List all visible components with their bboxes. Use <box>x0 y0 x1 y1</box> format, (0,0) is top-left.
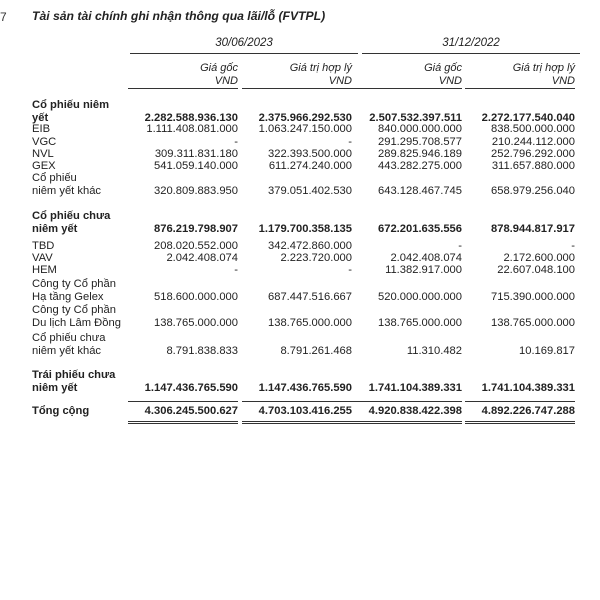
cell-value: - <box>348 136 352 148</box>
cell-value: 2.223.720.000 <box>280 252 352 264</box>
cell-value: 8.791.838.833 <box>166 344 238 357</box>
cell-value: 1.741.104.389.331 <box>481 381 575 394</box>
cell-value: 520.000.000.000 <box>378 290 462 303</box>
row-label <box>32 252 142 265</box>
row-label <box>32 369 142 394</box>
column-header-rule <box>242 88 352 89</box>
row-label-line: Công ty Cổ phần <box>32 304 116 316</box>
period-underline-2023 <box>130 53 358 54</box>
row-label-line: niêm yết <box>32 381 78 394</box>
row-label-line: niêm yết <box>32 222 78 235</box>
row-label-line: GEX <box>32 160 56 172</box>
cell-value: 838.500.000.000 <box>491 123 575 135</box>
row-label-line: TBD <box>32 240 55 252</box>
row-label-line: Trái phiếu chưa <box>32 369 116 381</box>
cell-value: 2.375.966.292.530 <box>258 111 352 124</box>
cell-value: 687.447.516.667 <box>268 290 352 303</box>
row-label-line: Hạ tầng Gelex <box>32 290 104 303</box>
row-label-line: EIB <box>32 123 51 135</box>
column-header-rule <box>465 88 575 89</box>
cell-value: 2.282.588.936.130 <box>144 111 238 124</box>
cell-value: 22.607.048.100 <box>497 264 575 276</box>
row-label-line: Cổ phiếu <box>32 172 77 184</box>
cell-value: 291.295.708.577 <box>378 136 462 148</box>
row-label-line: Công ty Cổ phần <box>32 278 116 290</box>
cell-value: 840.000.000.000 <box>378 123 462 135</box>
cell-value: 208.020.552.000 <box>154 240 238 252</box>
cell-value: 715.390.000.000 <box>491 290 575 303</box>
cell-value: 1.063.247.150.000 <box>258 123 352 135</box>
period-underline-2022 <box>362 53 580 54</box>
total-value: 4.920.838.422.398 <box>368 405 462 417</box>
cell-value: - <box>234 136 238 148</box>
cell-value: 2.042.408.074 <box>390 252 462 264</box>
row-label <box>32 99 142 124</box>
row-label-line: Du lịch Lâm Đồng <box>32 316 121 329</box>
cell-value: 2.172.600.000 <box>503 252 575 264</box>
row-label-line: NVL <box>32 148 54 160</box>
column-header <box>242 62 352 88</box>
row-label-line: niêm yết khác <box>32 184 102 197</box>
cell-value: 8.791.261.468 <box>280 344 352 357</box>
total-value: 4.306.245.500.627 <box>144 405 238 417</box>
cell-value: 2.272.177.540.040 <box>481 111 575 124</box>
row-label-line: VAV <box>32 252 53 264</box>
row-label <box>32 240 142 253</box>
total-value: 4.892.226.747.288 <box>481 405 575 417</box>
cell-value: 1.179.700.358.135 <box>258 222 352 235</box>
cell-value: - <box>571 240 575 252</box>
row-label-line: niêm yết khác <box>32 344 102 357</box>
cell-value: 1.741.104.389.331 <box>368 381 462 394</box>
cell-value: 379.051.402.530 <box>268 184 352 197</box>
cell-value: 2.042.408.074 <box>166 252 238 264</box>
cell-value: 138.765.000.000 <box>378 316 462 329</box>
total-top-rule <box>128 401 238 402</box>
period-header-2022: 31/12/2022 <box>442 37 500 49</box>
total-top-rule <box>352 401 462 402</box>
cell-value: 658.979.256.040 <box>491 184 575 197</box>
column-header-title: Giá trị hợp lý <box>289 62 352 74</box>
cell-value: 309.311.831.180 <box>154 148 238 160</box>
row-label <box>32 123 142 136</box>
column-header-unit: VND <box>438 75 462 87</box>
total-double-rule <box>465 421 575 424</box>
cell-value: 311.657.880.000 <box>491 160 575 172</box>
cell-value: 672.201.635.556 <box>378 222 462 235</box>
column-header-rule <box>352 88 462 89</box>
cell-value: 1.147.436.765.590 <box>144 381 238 394</box>
row-label-line: VGC <box>32 136 57 148</box>
row-label <box>32 160 142 173</box>
cell-value: 1.111.408.081.000 <box>146 123 238 135</box>
cell-value: - <box>234 264 238 276</box>
page-title: Tài sản tài chính ghi nhận thông qua lãi/lỗ (FVTPL) <box>32 9 326 23</box>
cell-value: 541.059.140.000 <box>154 160 238 172</box>
total-label: Tổng cộng <box>32 405 90 417</box>
column-header <box>352 62 462 88</box>
total-double-rule <box>242 421 352 424</box>
cell-value: 289.825.946.189 <box>378 148 462 160</box>
column-header-unit: VND <box>214 75 238 87</box>
cell-value: 138.765.000.000 <box>154 316 238 329</box>
row-label-line: Cổ phiếu chưa <box>32 332 106 344</box>
cell-value: - <box>458 240 462 252</box>
row-label <box>32 264 142 277</box>
column-header-title: Giá gốc <box>200 62 238 74</box>
cell-value: 210.244.112.000 <box>491 136 575 148</box>
column-header-title: Giá trị hợp lý <box>512 62 575 74</box>
cell-value: 1.147.436.765.590 <box>258 381 352 394</box>
row-label-line: Cổ phiếu chưa <box>32 210 111 222</box>
column-header-unit: VND <box>328 75 352 87</box>
cell-value: - <box>348 264 352 276</box>
row-label <box>32 304 142 329</box>
column-header <box>465 62 575 88</box>
column-header-title: Giá gốc <box>424 62 462 74</box>
row-label <box>32 332 142 357</box>
cell-value: 252.796.292.000 <box>491 148 575 160</box>
section-number: 7 <box>0 10 7 24</box>
cell-value: 11.382.917.000 <box>385 264 462 276</box>
cell-value: 611.274.240.000 <box>268 160 352 172</box>
row-label <box>32 136 142 149</box>
cell-value: 342.472.860.000 <box>268 240 352 252</box>
cell-value: 320.809.883.950 <box>154 184 238 197</box>
cell-value: 876.219.798.907 <box>154 222 238 235</box>
total-value: 4.703.103.416.255 <box>258 405 352 417</box>
cell-value: 138.765.000.000 <box>491 316 575 329</box>
row-label-line: Cổ phiếu niêm <box>32 99 110 111</box>
row-label <box>32 172 142 197</box>
cell-value: 322.393.500.000 <box>268 148 352 160</box>
row-label-line: HEM <box>32 264 57 276</box>
column-header-rule <box>128 88 238 89</box>
cell-value: 2.507.532.397.511 <box>369 111 462 124</box>
row-label <box>32 278 142 303</box>
row-label <box>32 148 142 161</box>
cell-value: 643.128.467.745 <box>378 184 462 197</box>
cell-value: 518.600.000.000 <box>154 290 238 303</box>
total-top-rule <box>242 401 352 402</box>
period-header-2023: 30/06/2023 <box>215 37 273 49</box>
row-label <box>32 210 142 235</box>
row-label-line: yết <box>32 111 49 124</box>
total-top-rule <box>465 401 575 402</box>
cell-value: 878.944.817.917 <box>491 222 575 235</box>
column-header-unit: VND <box>551 75 575 87</box>
total-double-rule <box>352 421 462 424</box>
cell-value: 11.310.482 <box>406 344 462 357</box>
column-header <box>128 62 238 88</box>
cell-value: 138.765.000.000 <box>268 316 352 329</box>
cell-value: 443.282.275.000 <box>378 160 462 172</box>
cell-value: 10.169.817 <box>519 344 575 357</box>
total-double-rule <box>128 421 238 424</box>
